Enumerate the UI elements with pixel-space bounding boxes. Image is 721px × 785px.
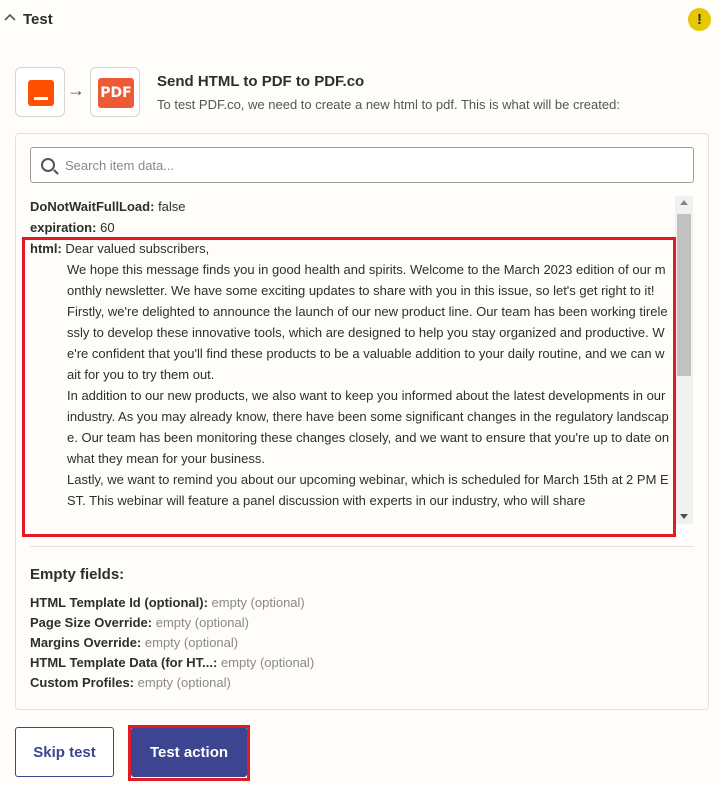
- html-paragraph: Lastly, we want to remind you about our upcoming webinar, which is scheduled for March 15th at 2 PM EST. This webinar will feature a panel discussion with experts in our industry, who will share: [67, 472, 669, 508]
- field-key: Custom Profiles:: [30, 675, 135, 690]
- html-paragraph: In addition to our new products, we also want to keep you informed about the latest developments in our industry. As you may already know, there have been some significant changes in the regulatory landscape. Our team has been monitoring these changes closely, and we want to ensure that you're up to date on what they mean for your business.: [67, 388, 670, 466]
- field-value: empty (optional): [211, 595, 305, 610]
- data-field-row: [30, 217, 675, 238]
- scrollbar-thumb[interactable]: [677, 214, 691, 376]
- field-value: empty (optional): [220, 655, 315, 670]
- html-paragraph: We hope this message finds you in good health and spirits. Welcome to the March 2023 edition of our monthly newsletter. We have some exciting updates to share with you in this issue, so let's get right to it!: [67, 262, 666, 298]
- pdfco-app-icon: [90, 67, 140, 117]
- empty-field-row: [30, 593, 314, 613]
- pdfco-logo-text: PDF: [98, 78, 134, 108]
- item-data-list: [30, 196, 675, 536]
- field-value: empty (optional): [155, 615, 249, 630]
- warning-icon: !: [688, 8, 711, 31]
- html-field-body: [30, 259, 671, 511]
- chevron-up-icon[interactable]: [2, 9, 18, 25]
- scroll-up-arrow-icon[interactable]: [680, 200, 688, 205]
- arrow-right-icon: →: [67, 80, 85, 100]
- field-value: empty (optional): [144, 635, 239, 650]
- field-key: HTML Template Id (optional):: [30, 595, 208, 610]
- html-paragraph: Firstly, we're delighted to announce the launch of our new product line. Our team has been working tirelessly to develop these innovative tools, which are designed to help you stay organized and productive. We're confident that you'll find these products to be a valuable addition to your daily routine, and we can wait for you to try them out.: [67, 304, 668, 382]
- search-icon: [41, 158, 55, 172]
- test-action-button[interactable]: Test action: [131, 727, 247, 777]
- field-key: Page Size Override:: [30, 615, 153, 630]
- divider: [30, 546, 694, 547]
- field-key: Margins Override:: [30, 635, 142, 650]
- scroll-down-arrow-icon[interactable]: [680, 514, 688, 519]
- field-key: html:: [30, 241, 62, 256]
- field-value: empty (optional): [137, 675, 231, 690]
- field-key: expiration:: [30, 220, 97, 235]
- empty-field-row: [30, 613, 314, 633]
- action-subtitle: To test PDF.co, we need to create a new html to pdf. This is what will be created:: [157, 97, 620, 112]
- html-field: [30, 238, 675, 511]
- html-field-first-line: [30, 238, 675, 259]
- empty-fields-list: [30, 593, 314, 693]
- field-value: Dear valued subscribers,: [65, 241, 210, 256]
- test-section-header[interactable]: [0, 0, 721, 40]
- empty-field-row: [30, 653, 314, 673]
- empty-field-row: [30, 633, 314, 653]
- search-input[interactable]: [65, 148, 685, 182]
- data-field-row: [30, 196, 675, 217]
- skip-test-button[interactable]: Skip test: [15, 727, 114, 777]
- field-key: DoNotWaitFullLoad:: [30, 199, 155, 214]
- empty-field-row: [30, 673, 314, 693]
- search-box[interactable]: [30, 147, 694, 183]
- action-title: Send HTML to PDF to PDF.co: [157, 73, 365, 90]
- scrollbar[interactable]: [675, 196, 693, 524]
- section-title: Test: [23, 11, 53, 28]
- field-value: 60: [100, 220, 115, 235]
- field-key: HTML Template Data (for HT...:: [30, 655, 218, 670]
- trigger-app-icon: [15, 67, 65, 117]
- empty-fields-title: Empty fields:: [30, 566, 125, 583]
- field-value: false: [158, 199, 186, 214]
